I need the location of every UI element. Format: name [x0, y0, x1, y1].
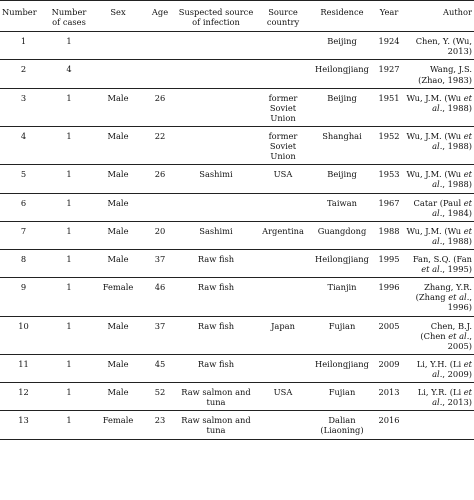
cell-source: Sashimi: [176, 221, 256, 249]
cell-source: Raw salmon and tuna: [176, 383, 256, 411]
cell-number: 5: [0, 165, 46, 193]
cell-author: Chen, Y. (Wu, 2013): [404, 32, 474, 60]
table-row: [0, 193, 474, 221]
cell-cases: 1: [46, 278, 92, 316]
cell-sex: Male: [92, 88, 144, 126]
header-residence: Residence: [310, 1, 374, 32]
cell-age: 46: [144, 278, 176, 316]
cell-source: Raw fish: [176, 278, 256, 316]
cell-number: 9: [0, 278, 46, 316]
header-source-of-infection: Suspected source of infection: [176, 1, 256, 32]
cell-country: [256, 411, 310, 439]
cell-cases: 1: [46, 249, 92, 277]
cell-number: 2: [0, 60, 46, 88]
cell-age: [144, 60, 176, 88]
cell-source: Raw fish: [176, 249, 256, 277]
cell-age: [144, 32, 176, 60]
table-row: [0, 383, 474, 411]
cell-year: 1953: [374, 165, 404, 193]
cell-cases: 1: [46, 88, 92, 126]
cell-sex: Male: [92, 165, 144, 193]
table-row: [0, 165, 474, 193]
cell-residence: Taiwan: [310, 193, 374, 221]
cell-sex: Male: [92, 126, 144, 164]
cell-residence: Fujian: [310, 316, 374, 354]
cell-residence: Heilongjiang: [310, 249, 374, 277]
cell-year: 2013: [374, 383, 404, 411]
cell-author: Catar (Paul et al., 1984): [404, 193, 474, 221]
table-body: [0, 32, 474, 439]
cell-author: Li, Y.H. (Li et al., 2009): [404, 354, 474, 382]
header-row: [0, 1, 474, 32]
table-row: [0, 249, 474, 277]
cell-country: USA: [256, 383, 310, 411]
table-row: [0, 411, 474, 439]
cell-number: 13: [0, 411, 46, 439]
cell-cases: 1: [46, 411, 92, 439]
cell-residence: Beijing: [310, 88, 374, 126]
cell-country: USA: [256, 165, 310, 193]
table-header: [0, 1, 474, 32]
header-source-country: Source country: [256, 1, 310, 32]
header-number: Number: [0, 1, 46, 32]
cell-age: 26: [144, 165, 176, 193]
table-row: [0, 88, 474, 126]
cell-age: 52: [144, 383, 176, 411]
cell-source: [176, 60, 256, 88]
cell-author: Zhang, Y.R. (Zhang et al., 1996): [404, 278, 474, 316]
cell-residence: Heilongjiang: [310, 60, 374, 88]
cell-source: [176, 193, 256, 221]
cell-number: 4: [0, 126, 46, 164]
cell-author: Wu, J.M. (Wu et al., 1988): [404, 88, 474, 126]
header-sex: Sex: [92, 1, 144, 32]
table-row: [0, 60, 474, 88]
cell-country: [256, 193, 310, 221]
cell-residence: Guangdong: [310, 221, 374, 249]
cell-cases: 1: [46, 193, 92, 221]
cell-cases: 4: [46, 60, 92, 88]
cell-number: 12: [0, 383, 46, 411]
cell-source: [176, 126, 256, 164]
cell-country: former Soviet Union: [256, 88, 310, 126]
cell-sex: Male: [92, 316, 144, 354]
cell-author: Li, Y.R. (Li et al., 2013): [404, 383, 474, 411]
cell-country: former Soviet Union: [256, 126, 310, 164]
cell-year: 1995: [374, 249, 404, 277]
cell-year: 1988: [374, 221, 404, 249]
cell-cases: 1: [46, 32, 92, 60]
cell-number: 8: [0, 249, 46, 277]
cell-country: Argentina: [256, 221, 310, 249]
cell-year: 1924: [374, 32, 404, 60]
cell-residence: Fujian: [310, 383, 374, 411]
cell-source: Sashimi: [176, 165, 256, 193]
cell-author: Wu, J.M. (Wu et al., 1988): [404, 126, 474, 164]
cell-author: Chen, B.J. (Chen et al., 2005): [404, 316, 474, 354]
cell-author: Wang, J.S. (Zhao, 1983): [404, 60, 474, 88]
cell-year: 2009: [374, 354, 404, 382]
table-row: [0, 221, 474, 249]
cell-sex: Male: [92, 221, 144, 249]
cell-sex: Female: [92, 411, 144, 439]
cell-age: 22: [144, 126, 176, 164]
table-row: [0, 32, 474, 60]
cell-age: 23: [144, 411, 176, 439]
table-row: [0, 354, 474, 382]
cell-author: Fan, S.Q. (Fan et al., 1995): [404, 249, 474, 277]
cell-year: 1927: [374, 60, 404, 88]
cell-author: [404, 411, 474, 439]
table-row: [0, 316, 474, 354]
cell-sex: Female: [92, 278, 144, 316]
table-row: [0, 278, 474, 316]
cell-age: 37: [144, 316, 176, 354]
cell-source: Raw fish: [176, 316, 256, 354]
header-age: Age: [144, 1, 176, 32]
cell-residence: Dalian (Liaoning): [310, 411, 374, 439]
cell-source: [176, 88, 256, 126]
cell-age: 20: [144, 221, 176, 249]
cell-number: 7: [0, 221, 46, 249]
cell-cases: 1: [46, 221, 92, 249]
cell-age: [144, 193, 176, 221]
cell-country: Japan: [256, 316, 310, 354]
cell-residence: Tianjin: [310, 278, 374, 316]
header-number-of-cases: Number of cases: [46, 1, 92, 32]
cell-sex: Male: [92, 193, 144, 221]
cell-number: 11: [0, 354, 46, 382]
cell-cases: 1: [46, 354, 92, 382]
header-year: Year: [374, 1, 404, 32]
cell-residence: Shanghai: [310, 126, 374, 164]
cell-year: 2016: [374, 411, 404, 439]
cell-year: 1951: [374, 88, 404, 126]
cell-country: [256, 354, 310, 382]
cell-sex: [92, 32, 144, 60]
cell-year: 1952: [374, 126, 404, 164]
cell-sex: [92, 60, 144, 88]
cell-author: Wu, J.M. (Wu et al., 1988): [404, 221, 474, 249]
cell-cases: 1: [46, 165, 92, 193]
cell-number: 1: [0, 32, 46, 60]
cell-sex: Male: [92, 383, 144, 411]
cell-age: 26: [144, 88, 176, 126]
cell-age: 37: [144, 249, 176, 277]
cell-number: 10: [0, 316, 46, 354]
cell-year: 1996: [374, 278, 404, 316]
cell-source: Raw salmon and tuna: [176, 411, 256, 439]
cell-cases: 1: [46, 383, 92, 411]
cell-sex: Male: [92, 354, 144, 382]
cell-sex: Male: [92, 249, 144, 277]
cell-residence: Heilongjiang: [310, 354, 374, 382]
cell-country: [256, 32, 310, 60]
cell-author: Wu, J.M. (Wu et al., 1988): [404, 165, 474, 193]
cell-residence: Beijing: [310, 32, 374, 60]
cell-year: 1967: [374, 193, 404, 221]
cell-source: [176, 32, 256, 60]
cell-year: 2005: [374, 316, 404, 354]
cell-country: [256, 278, 310, 316]
cell-number: 6: [0, 193, 46, 221]
cell-source: Raw fish: [176, 354, 256, 382]
header-author: Author: [404, 1, 474, 32]
cell-number: 3: [0, 88, 46, 126]
cell-cases: 1: [46, 126, 92, 164]
cell-age: 45: [144, 354, 176, 382]
cell-residence: Beijing: [310, 165, 374, 193]
table-row: [0, 126, 474, 164]
cell-cases: 1: [46, 316, 92, 354]
cell-country: [256, 60, 310, 88]
cell-country: [256, 249, 310, 277]
